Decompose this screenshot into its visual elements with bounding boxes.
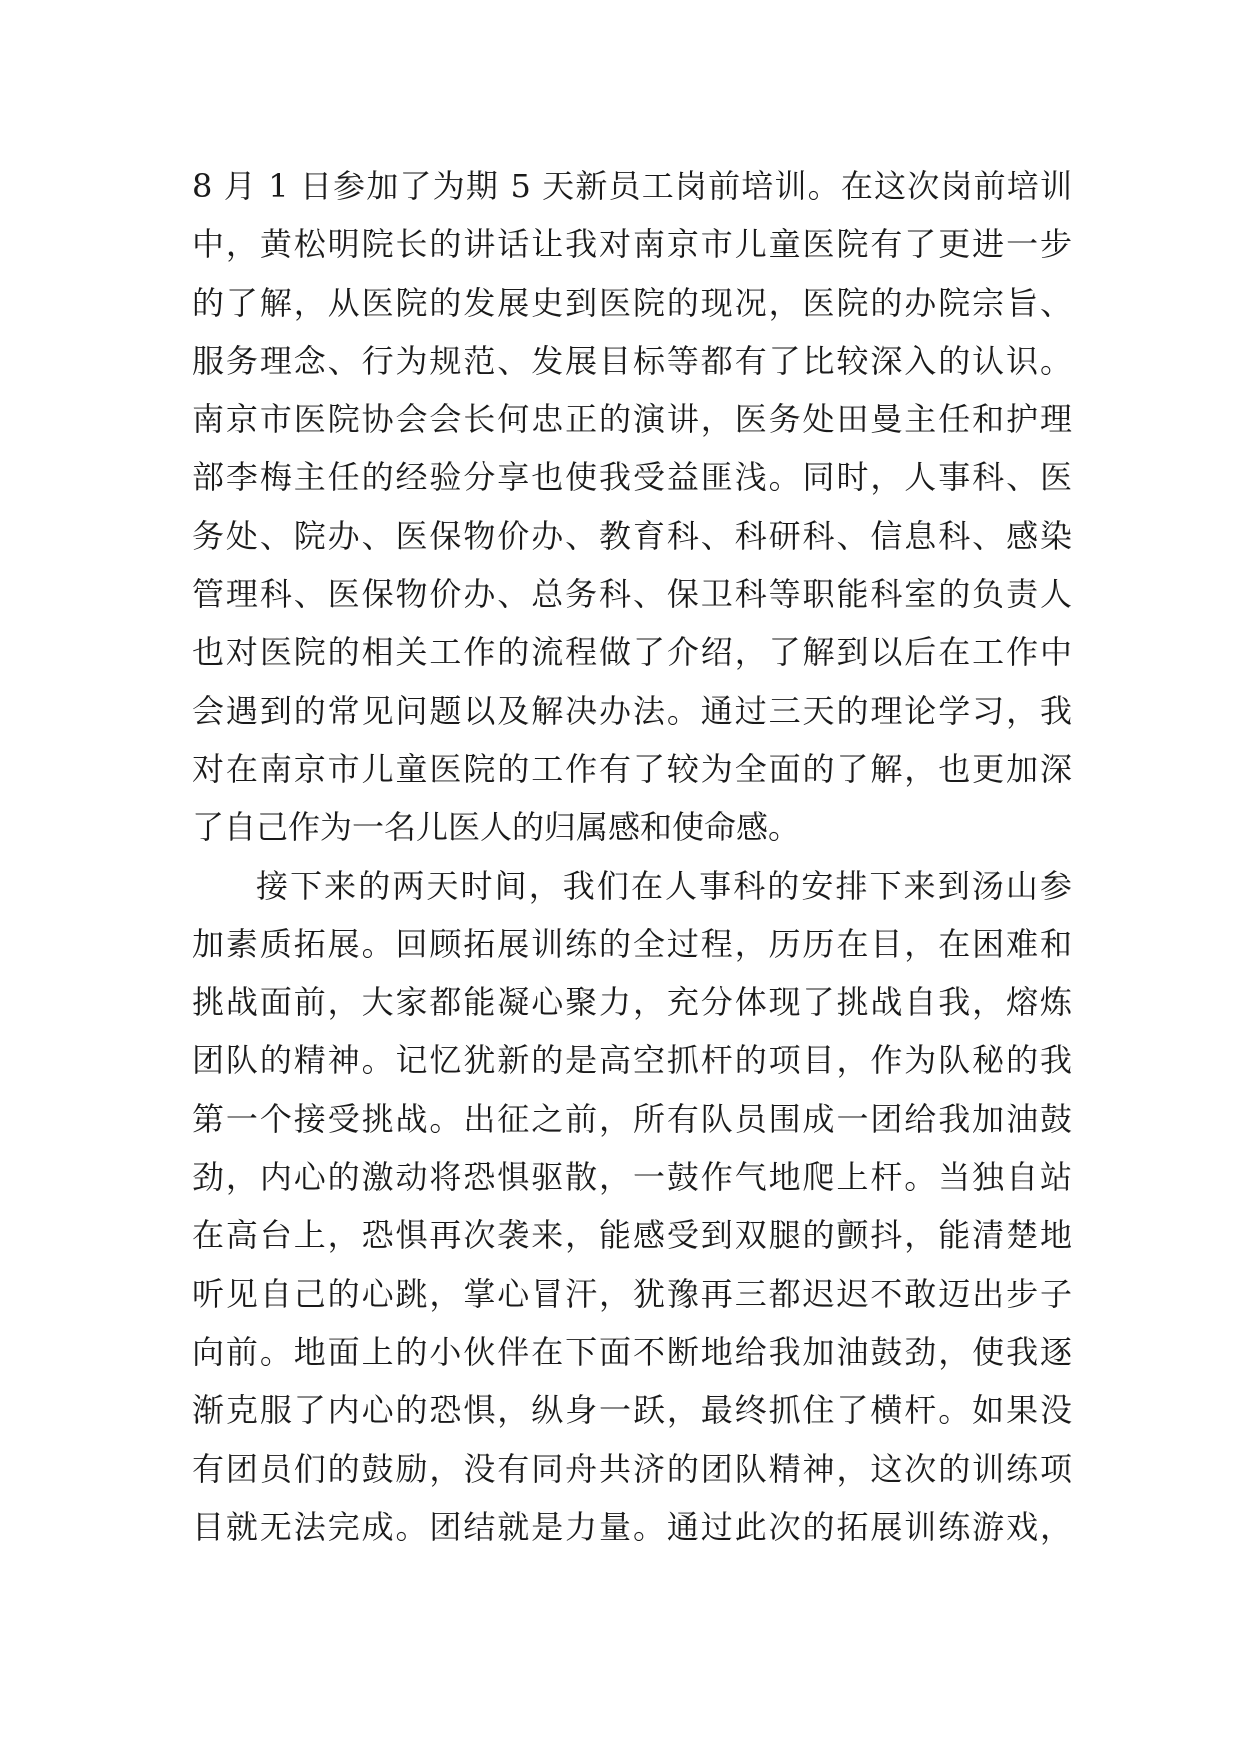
text-line: 在高台上，恐惧再次袭来，能感受到双腿的颤抖，能清楚地 (192, 1216, 1072, 1255)
text-line: 接下来的两天时间，我们在人事科的安排下来到汤山参 (256, 866, 1072, 905)
text-line: 团队的精神。记忆犹新的是高空抓杆的项目，作为队秘的我 (192, 1041, 1072, 1080)
text-line: 有团员们的鼓励，没有同舟共济的团队精神，这次的训练项 (192, 1449, 1072, 1488)
text-line: 会遇到的常见问题以及解决办法。通过三天的理论学习，我 (192, 691, 1072, 730)
text-line: 第一个接受挑战。出征之前，所有队员围成一团给我加油鼓 (192, 1099, 1072, 1138)
text-line: 8 月 1 日参加了为期 5 天新员工岗前培训。在这次岗前培训 (192, 167, 1072, 205)
text-line: 对在南京市儿童医院的工作有了较为全面的了解，也更加深 (192, 749, 1072, 788)
text-line: 劲，内心的激动将恐惧驱散，一鼓作气地爬上杆。当独自站 (192, 1158, 1072, 1197)
text-line: 南京市医院协会会长何忠正的演讲，医务处田曼主任和护理 (192, 400, 1072, 439)
text-line: 管理科、医保物价办、总务科、保卫科等职能科室的负责人 (192, 575, 1072, 614)
text-line: 的了解，从医院的发展史到医院的现况，医院的办院宗旨、 (192, 283, 1072, 322)
text-line: 中，黄松明院长的讲话让我对南京市儿童医院有了更进一步 (192, 225, 1072, 264)
text-line: 渐克服了内心的恐惧，纵身一跃，最终抓住了横杆。如果没 (192, 1391, 1072, 1430)
text-line: 挑战面前，大家都能凝心聚力，充分体现了挑战自我，熔炼 (192, 983, 1072, 1022)
text-line: 也对医院的相关工作的流程做了介绍，了解到以后在工作中 (192, 633, 1072, 672)
paragraph-1 (192, 157, 1072, 857)
text-line: 听见自己的心跳，掌心冒汗，犹豫再三都迟迟不敢迈出步子 (192, 1274, 1072, 1313)
body-text (192, 157, 1072, 1556)
text-line: 部李梅主任的经验分享也使我受益匪浅。同时，人事科、医 (192, 458, 1072, 497)
text-line: 目就无法完成。团结就是力量。通过此次的拓展训练游戏， (192, 1507, 1072, 1546)
text-line: 加素质拓展。回顾拓展训练的全过程，历历在目，在困难和 (192, 924, 1072, 963)
text-line: 向前。地面上的小伙伴在下面不断地给我加油鼓劲，使我逐 (192, 1332, 1072, 1371)
text-line: 了自己作为一名儿医人的归属感和使命感。 (192, 808, 801, 847)
paragraph-2 (192, 857, 1072, 1557)
text-line: 务处、院办、医保物价办、教育科、科研科、信息科、感染 (192, 516, 1072, 555)
text-line: 服务理念、行为规范、发展目标等都有了比较深入的认识。 (192, 341, 1072, 380)
